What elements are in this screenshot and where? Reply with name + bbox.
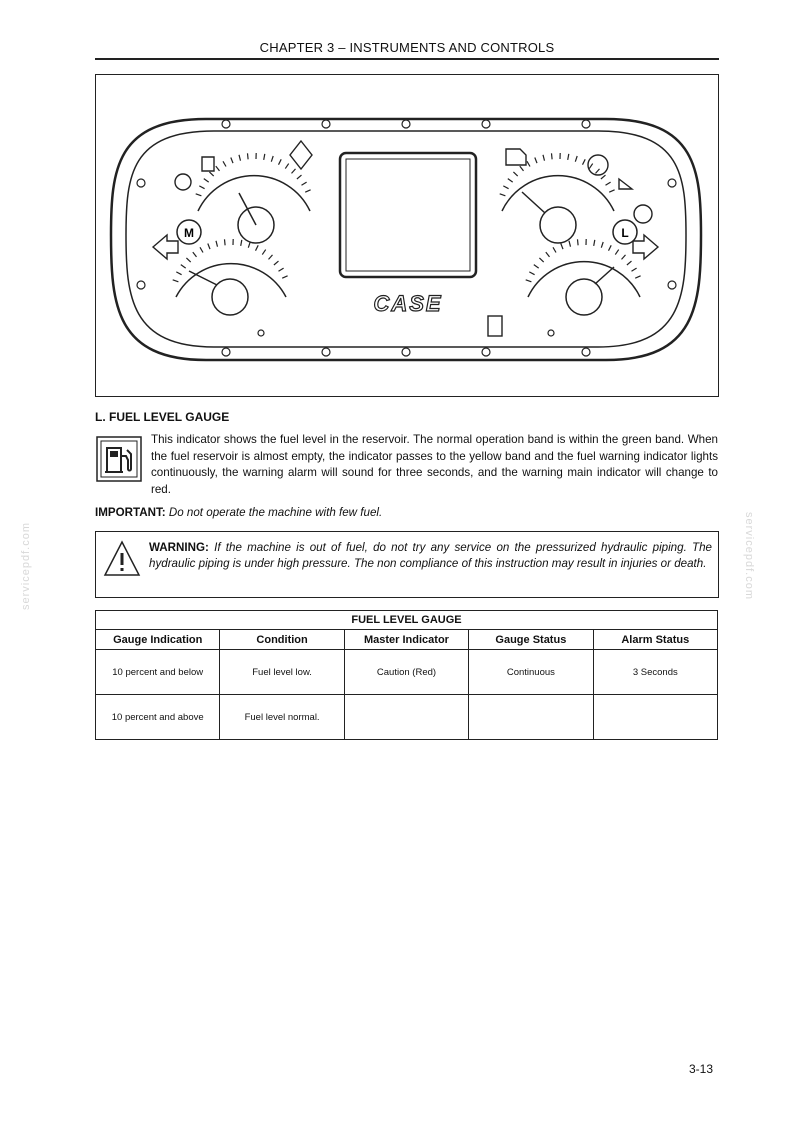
dial-tick bbox=[568, 154, 569, 160]
column-header: Condition bbox=[220, 630, 344, 650]
dial-tick bbox=[594, 240, 595, 246]
case-logo: CASE bbox=[373, 291, 443, 316]
dial-tick bbox=[269, 255, 273, 260]
warning-indicator-icon bbox=[290, 141, 312, 169]
parking-brake-icon bbox=[175, 174, 191, 190]
dial-tick bbox=[231, 158, 233, 164]
dial-tick bbox=[622, 255, 626, 260]
dial-tick bbox=[282, 276, 287, 278]
dial-tick bbox=[543, 155, 545, 161]
table-caption: FUEL LEVEL GAUGE bbox=[96, 611, 718, 630]
dial-tick bbox=[609, 190, 614, 192]
important-label: IMPORTANT: bbox=[95, 506, 166, 519]
column-header: Alarm Status bbox=[593, 630, 717, 650]
fuel-gauge-description: This indicator shows the fuel level in the reservoir. The normal operation band is within the green band. When the fuel reservoir is almost empty, the indicator passes to the yellow band and the fuel warning indicator lights continuously, the warning alarm will sound for three seconds, and the warning main indicator will change to red. bbox=[151, 433, 718, 496]
dial-tick bbox=[297, 175, 302, 179]
table-row bbox=[96, 650, 718, 695]
dial-tick bbox=[513, 172, 517, 176]
dial-tick bbox=[529, 272, 534, 275]
table-cell: 3 Seconds bbox=[593, 650, 717, 695]
dial-tick bbox=[606, 182, 611, 185]
engine-preheat-icon bbox=[588, 155, 608, 175]
column-header: Gauge Status bbox=[469, 630, 593, 650]
dial-tick bbox=[589, 164, 592, 169]
dial-tick bbox=[285, 164, 288, 169]
headlight-icon bbox=[202, 157, 214, 171]
dial-tick bbox=[305, 190, 310, 192]
page-header: CHAPTER 3 – INSTRUMENTS AND CONTROLS bbox=[259, 40, 555, 55]
column-header: Master Indicator bbox=[344, 630, 468, 650]
dial-tick bbox=[200, 247, 203, 252]
table-cell: Caution (Red) bbox=[344, 650, 468, 695]
dial-tick bbox=[239, 155, 241, 161]
column-header: Gauge Indication bbox=[96, 630, 220, 650]
instrument-panel-figure bbox=[95, 74, 719, 397]
dial-tick bbox=[279, 159, 282, 164]
dial-tick bbox=[635, 276, 640, 278]
warning-text bbox=[149, 540, 712, 572]
dial-tick bbox=[503, 186, 508, 189]
warning-label: WARNING: bbox=[149, 541, 209, 554]
dial-tick bbox=[632, 268, 637, 271]
fuel-pump-icon bbox=[96, 436, 142, 482]
fuel-indicator-icon bbox=[488, 316, 502, 336]
dial-tick bbox=[209, 172, 213, 176]
dial-tick bbox=[193, 252, 197, 257]
dial-tick bbox=[561, 244, 563, 250]
warning-triangle-icon bbox=[103, 540, 141, 578]
stop-indicator-icon bbox=[506, 149, 526, 165]
warning-box bbox=[95, 531, 719, 598]
dial-tick bbox=[601, 175, 606, 179]
dial-tick bbox=[264, 154, 265, 160]
dial-tick bbox=[241, 240, 242, 246]
watermark-right: servicepdf.com bbox=[742, 512, 755, 600]
table-row bbox=[96, 695, 718, 740]
dial-tick bbox=[248, 153, 249, 159]
dial-tick bbox=[208, 244, 210, 250]
table-cell: Fuel level low. bbox=[220, 650, 344, 695]
dial-tick bbox=[615, 250, 618, 255]
dial-tick bbox=[196, 194, 202, 196]
dial-tick bbox=[186, 258, 190, 262]
warning-message: If the machine is out of fuel, do not try any service on the pressurized hydraulic piping. The hydraulic piping is under high pressure. The non compliance of this instruction may result in injuries or death. bbox=[149, 541, 712, 570]
table-cell bbox=[344, 695, 468, 740]
important-note bbox=[95, 506, 382, 519]
dial-tick bbox=[569, 241, 571, 247]
alert-indicator-icon bbox=[619, 179, 632, 189]
watermark-left: servicepdf.com bbox=[19, 522, 32, 610]
dial-tick bbox=[546, 252, 550, 257]
dial-tick bbox=[225, 239, 226, 245]
dial-tick bbox=[262, 250, 265, 255]
dial-tick bbox=[583, 159, 586, 164]
dial-tick bbox=[500, 194, 506, 196]
marker-l-label: L bbox=[621, 226, 629, 240]
dial-tick bbox=[527, 161, 530, 166]
dial-tick bbox=[216, 241, 218, 247]
pressure-indicator-icon bbox=[634, 205, 652, 223]
dial-tick bbox=[199, 186, 204, 189]
dial-tick bbox=[256, 245, 259, 250]
dial-tick bbox=[223, 161, 226, 166]
dial-tick bbox=[292, 169, 296, 174]
dial-tick bbox=[271, 156, 273, 162]
dial-tick bbox=[279, 268, 284, 271]
table-cell: Continuous bbox=[469, 650, 593, 695]
important-text: Do not operate the machine with few fuel. bbox=[168, 506, 383, 519]
dial-tick bbox=[204, 179, 209, 183]
right-turn-icon bbox=[633, 235, 658, 259]
dial-tick bbox=[601, 242, 603, 248]
table-cell bbox=[593, 695, 717, 740]
page-number: 3-13 bbox=[689, 1062, 714, 1076]
dial-tick bbox=[176, 272, 181, 275]
dial-tick bbox=[534, 265, 539, 269]
dial-tick bbox=[596, 169, 600, 174]
dial-tick bbox=[248, 242, 250, 248]
table-cell bbox=[469, 695, 593, 740]
left-turn-icon bbox=[153, 235, 178, 259]
fuel-level-table bbox=[95, 610, 718, 740]
dial-tick bbox=[181, 265, 186, 269]
table-cell: 10 percent and above bbox=[96, 695, 220, 740]
table-cell: Fuel level normal. bbox=[220, 695, 344, 740]
dial-tick bbox=[526, 280, 532, 282]
dial-tick bbox=[575, 156, 577, 162]
dial-tick bbox=[173, 280, 179, 282]
dial-tick bbox=[216, 166, 220, 171]
dial-tick bbox=[535, 158, 537, 164]
dial-tick bbox=[508, 179, 513, 183]
dial-tick bbox=[627, 261, 632, 265]
dial-tick bbox=[539, 258, 543, 262]
marker-m-label: M bbox=[184, 226, 194, 240]
dial-tick bbox=[520, 166, 524, 171]
dial-tick bbox=[302, 182, 307, 185]
section-title: L. FUEL LEVEL GAUGE bbox=[95, 410, 230, 424]
dial-tick bbox=[553, 247, 556, 252]
table-cell: 10 percent and below bbox=[96, 650, 220, 695]
dial-tick bbox=[578, 239, 579, 245]
header-rule bbox=[95, 58, 719, 60]
dial-tick bbox=[274, 261, 279, 265]
dial-tick bbox=[609, 245, 612, 250]
dial-tick bbox=[552, 153, 553, 159]
instrument-panel-illustration bbox=[96, 75, 718, 396]
center-display bbox=[340, 153, 476, 277]
